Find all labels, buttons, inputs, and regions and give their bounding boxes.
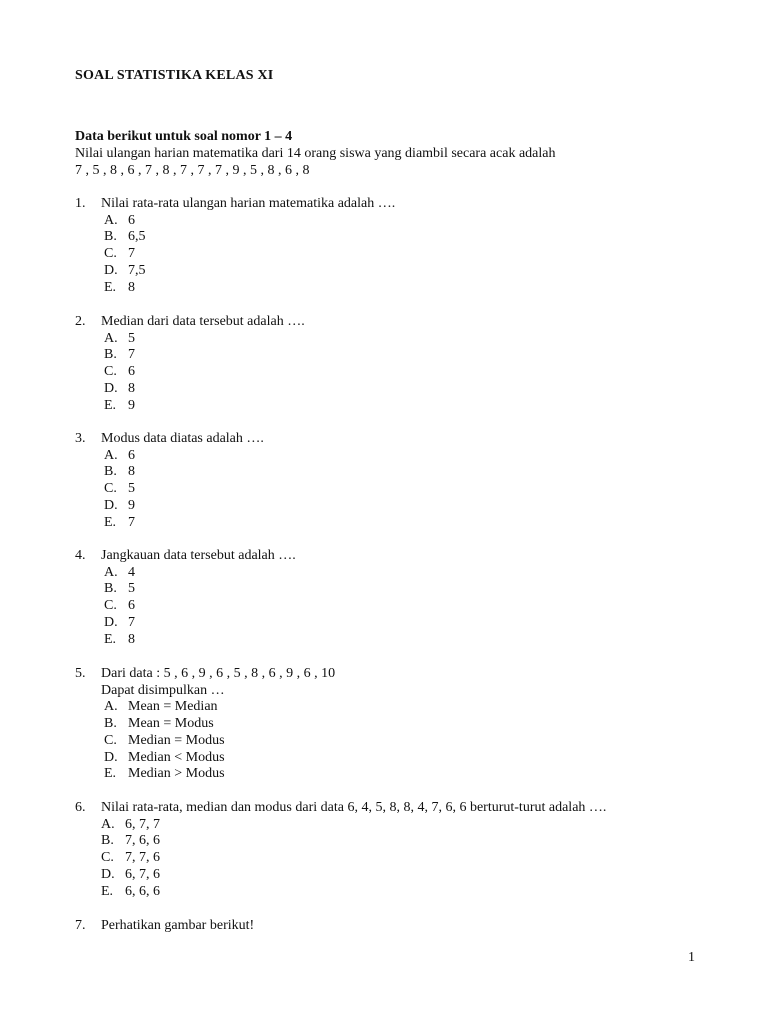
option-e: E. 7 — [104, 514, 135, 530]
question-text: Nilai rata-rata, median dan modus dari data 6, 4, 5, 8, 8, 4, 7, 6, 6 berturut-turut adalah …. — [101, 800, 607, 815]
question-1 — [75, 196, 395, 296]
option-b: B. 5 — [104, 581, 135, 597]
option-c: C. Median = Modus — [104, 732, 225, 748]
question-text: Nilai rata-rata ulangan harian matematika adalah …. — [101, 196, 396, 211]
option-e: E. Median > Modus — [104, 766, 225, 782]
question-3 — [75, 431, 264, 531]
page-number: 1 — [688, 950, 695, 965]
option-c: C. 7 — [104, 246, 135, 262]
question-number: 3. — [75, 431, 86, 446]
intro-block — [75, 128, 555, 179]
question-text: Perhatikan gambar berikut! — [101, 918, 255, 933]
option-d: D. 9 — [104, 497, 135, 513]
question-text: Modus data diatas adalah …. — [101, 431, 264, 446]
question-2 — [75, 314, 305, 414]
question-number: 1. — [75, 196, 86, 211]
question-4 — [75, 548, 296, 648]
question-7 — [75, 918, 254, 935]
option-d: D. 7,5 — [104, 262, 146, 278]
option-e: E. 8 — [104, 631, 135, 647]
option-a: A. 6 — [104, 212, 135, 228]
option-a: A. 5 — [104, 330, 135, 346]
question-number: 4. — [75, 548, 86, 563]
intro-data-values: 7 , 5 , 8 , 6 , 7 , 8 , 7 , 7 , 7 , 9 , 5 , 8 , 6 , 8 — [75, 163, 310, 178]
option-a: A. 6 — [104, 447, 135, 463]
intro-heading: Data berikut untuk soal nomor 1 – 4 — [75, 129, 293, 144]
question-number: 7. — [75, 918, 86, 933]
option-b: B. 6,5 — [104, 229, 146, 245]
intro-line-1: Nilai ulangan harian matematika dari 14 orang siswa yang diambil secara acak adalah — [75, 146, 556, 161]
option-d: D. Median < Modus — [104, 749, 225, 765]
option-d: D. 8 — [104, 380, 135, 396]
option-a: A. Mean = Median — [104, 699, 218, 715]
question-text-continued: Dapat disimpulkan … — [101, 682, 225, 698]
question-number: 6. — [75, 800, 86, 815]
question-6 — [75, 800, 606, 900]
option-b: B. 7 — [104, 347, 135, 363]
option-b: B. 7, 6, 6 — [101, 833, 160, 849]
option-e: E. 9 — [104, 397, 135, 413]
option-d: D. 6, 7, 6 — [101, 866, 160, 882]
option-c: C. 6 — [104, 598, 135, 614]
option-e: E. 6, 6, 6 — [101, 883, 160, 899]
question-number: 2. — [75, 314, 86, 329]
question-5 — [75, 666, 335, 783]
document-title: SOAL STATISTIKA KELAS XI — [75, 68, 274, 83]
option-e: E. 8 — [104, 279, 135, 295]
option-a: A. 4 — [104, 564, 135, 580]
question-text: Dari data : 5 , 6 , 9 , 6 , 5 , 8 , 6 , 9 , 6 , 10 — [101, 666, 336, 681]
option-b: B. Mean = Modus — [104, 716, 214, 732]
option-c: C. 5 — [104, 481, 135, 497]
question-text: Jangkauan data tersebut adalah …. — [101, 548, 296, 563]
option-b: B. 8 — [104, 464, 135, 480]
option-d: D. 7 — [104, 614, 135, 630]
question-number: 5. — [75, 666, 86, 681]
option-a: A. 6, 7, 7 — [101, 816, 160, 832]
question-text: Median dari data tersebut adalah …. — [101, 314, 305, 329]
option-c: C. 7, 7, 6 — [101, 850, 160, 866]
option-c: C. 6 — [104, 364, 135, 380]
